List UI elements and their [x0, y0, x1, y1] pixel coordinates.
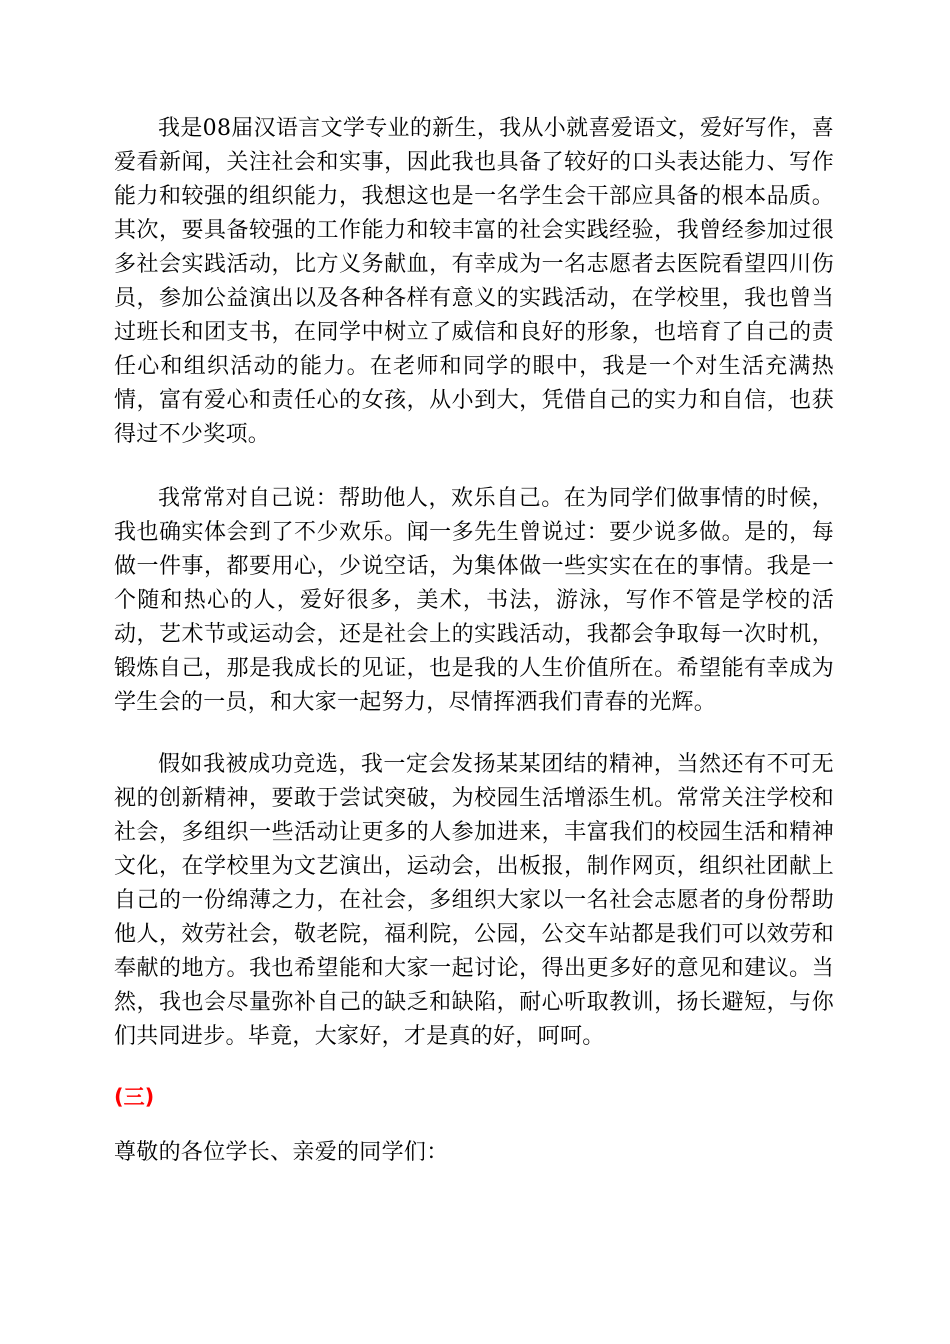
section-heading: (三)	[114, 1085, 155, 1109]
paragraph-election-plans: 假如我被成功竞选，我一定会发扬某某团结的精神，当然还有不可无视的创新精神，要敢于尝试突破，为校园生活增添生机。常常关注学校和社会，多组织一些活动让更多的人参加进来，丰富我们的校园生活和精神文化，在学校里为文艺演出，运动会，出板报，制作网页，组织社团献上自己的一份绵薄之力，在社会，多组织大家以一名社会志愿者的身份帮助他人，效劳社会，敬老院，福利院，公园，公交车站都是我们可以效劳和奉献的地方。我也希望能和大家一起讨论，得出更多好的意见和建议。当然，我也会尽量弥补自己的缺乏和缺陷，耐心听取教训，扬长避短，与你们共同进步。毕竟，大家好，才是真的好，呵呵。	[114, 752, 834, 1049]
salutation: 尊敬的各位学长、亲爱的同学们：	[114, 1140, 449, 1165]
document-page	[114, 112, 834, 1170]
paragraph-introduction: 我是08届汉语言文学专业的新生，我从小就喜爱语文，爱好写作，喜爱看新闻，关注社会和实事，因此我也具备了较好的口头表达能力、写作能力和较强的组织能力，我想这也是一名学生会干部应具备的根本品质。其次，要具备较强的工作能力和较丰富的社会实践经验，我曾经参加过很多社会实践活动，比方义务献血，有幸成为一名志愿者去医院看望四川伤员，参加公益演出以及各种各样有意义的实践活动，在学校里，我也曾当过班长和团支书，在同学中树立了威信和良好的形象，也培育了自己的责任心和组织活动的能力。在老师和同学的眼中，我是一个对生活充满热情，富有爱心和责任心的女孩，从小到大，凭借自己的实力和自信，也获得过不少奖项。	[114, 116, 834, 447]
paragraph-helping-others: 我常常对自己说：帮助他人，欢乐自己。在为同学们做事情的时候，我也确实体会到了不少欢乐。闻一多先生曾说过：要少说多做。是的，每做一件事，都要用心，少说空话，为集体做一些实实在在的事情。我是一个随和热心的人，爱好很多，美术，书法，游泳，写作不管是学校的活动，艺术节或运动会，还是社会上的实践活动，我都会争取每一次时机，锻炼自己，那是我成长的见证，也是我的人生价值所在。希望能有幸成为学生会的一员，和大家一起努力，尽情挥洒我们青春的光辉。	[114, 486, 834, 715]
